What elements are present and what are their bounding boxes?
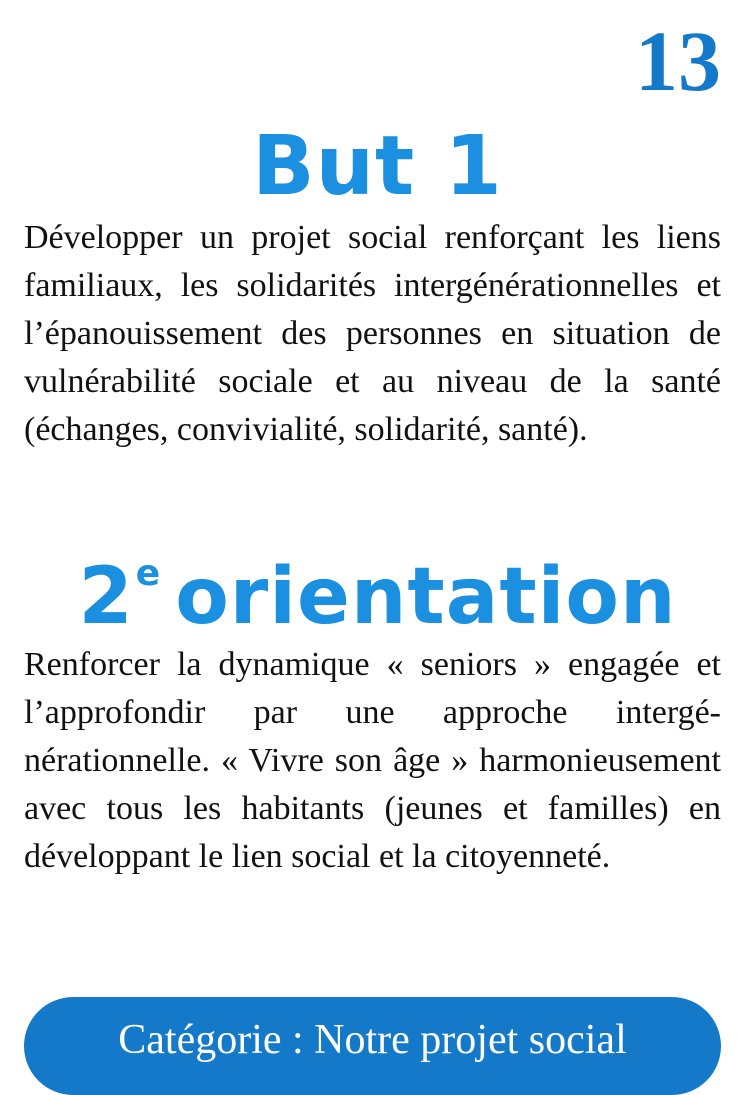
orientation-text: Renforcer la dynamique « seniors » engagée et l’approfondir par une approche intergénérationnelle. « Vivre son âge » harmonieusement avec tous les habitants (jeunes et familles) en développant le lien social et la citoyenneté.: [24, 646, 721, 875]
orientation-number: 2: [78, 552, 134, 642]
category-bar: [24, 997, 721, 1095]
page-number: 13: [635, 13, 721, 109]
heading-but-1: But 1: [252, 119, 503, 214]
category-label: Catégorie : Notre projet social: [118, 1017, 627, 1063]
but-1-text: Développer un projet social renforçant les liens familiaux, les solidarités intergénérationnelles et l’épanouissement des personnes en situation de vulnérabilité sociale et au niveau de la santé (échanges, convivialité, solidarité, santé).: [24, 219, 721, 448]
orientation-word: orientation: [175, 552, 677, 642]
orientation-superscript: e: [135, 553, 162, 594]
heading-orientation: [0, 552, 755, 642]
